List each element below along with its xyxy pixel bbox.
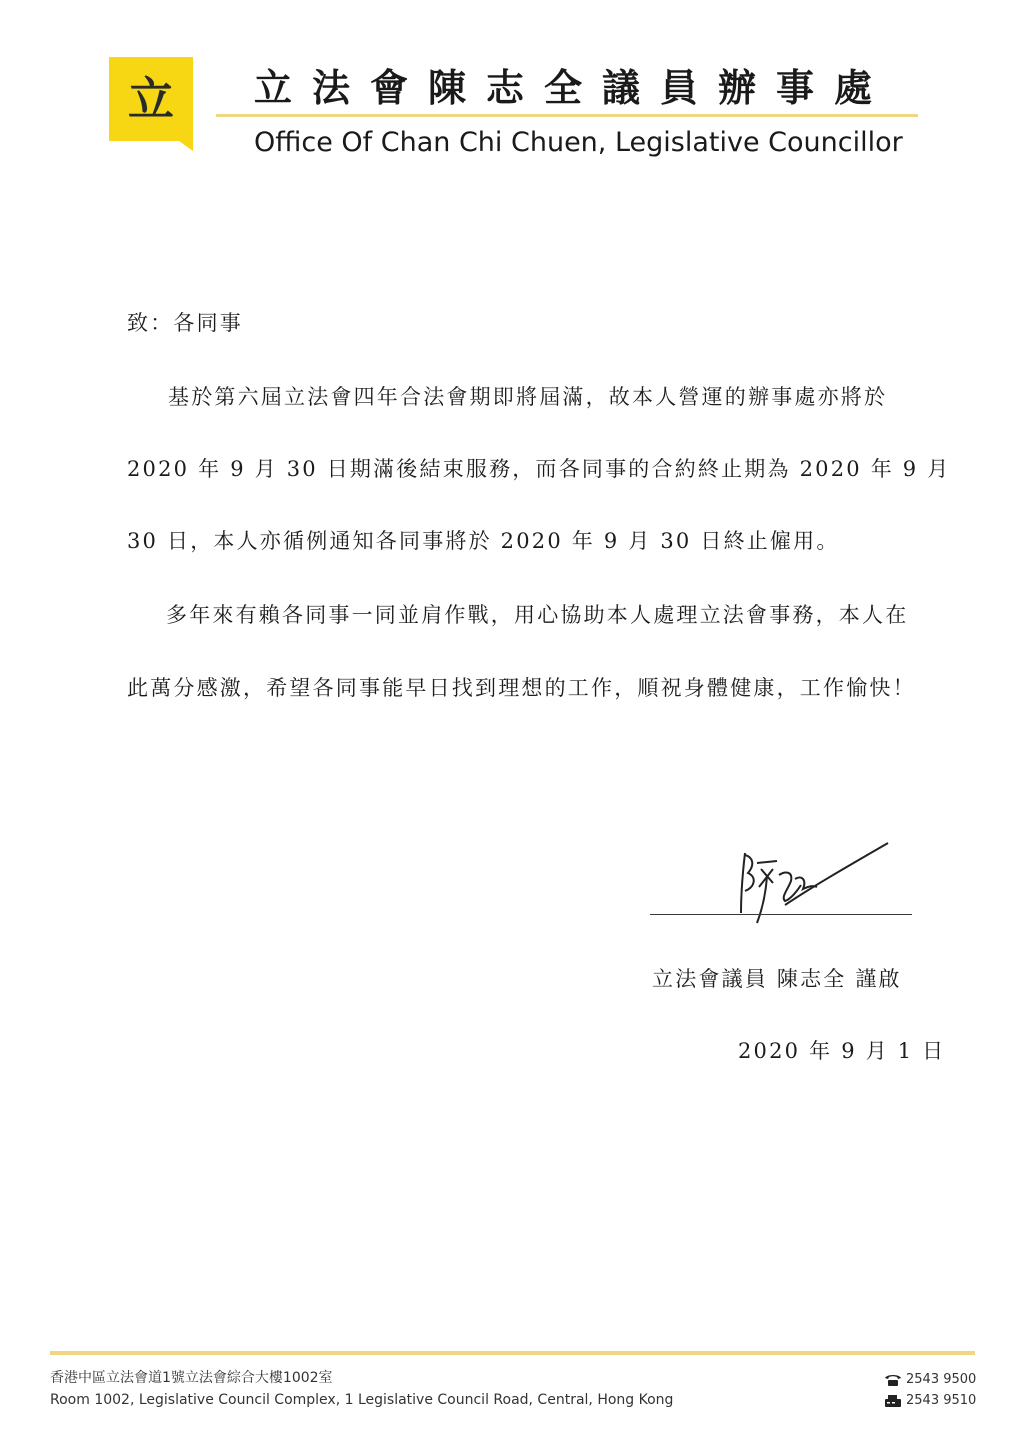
logo-glyph: 立: [128, 72, 174, 126]
paragraph2-line1: 多年來有賴各同事一同並肩作戰，用心協助本人處理立法會事務，本人在: [166, 603, 909, 627]
address-chinese: 香港中區立法會道1號立法會綜合大樓1002室: [50, 1370, 333, 1386]
signoff: 立法會議員 陳志全 謹啟: [652, 967, 902, 991]
header-divider: [216, 114, 918, 117]
office-title-chinese: 立法會陳志全議員辦事處: [254, 66, 893, 110]
salutation: 致：各同事: [127, 311, 243, 335]
phone-contact: [884, 1372, 976, 1388]
handwritten-signature: [645, 835, 920, 935]
phone-number: 2543 9500: [906, 1372, 977, 1387]
fax-number: 2543 9510: [906, 1393, 977, 1408]
letter-date: 2020 年 9 月 1 日: [738, 1039, 946, 1063]
signature-line: [650, 914, 912, 915]
fax-icon: [884, 1394, 902, 1408]
paragraph1-line1: 基於第六屆立法會四年合法會期即將屆滿，故本人營運的辦事處亦將於: [168, 385, 888, 409]
paragraph1-line2: 2020 年 9 月 30 日期滿後結束服務，而各同事的合約終止期為 2020 年 9 月: [127, 457, 951, 481]
paragraph1-line3: 30 日，本人亦循例通知各同事將於 2020 年 9 月 30 日終止僱用。: [127, 529, 840, 553]
office-title-english: Office Of Chan Chi Chuen, Legislative Councillor: [254, 127, 903, 158]
legco-logo: [109, 57, 193, 151]
phone-icon: [884, 1373, 902, 1387]
address-english: Room 1002, Legislative Council Complex, 1 Legislative Council Road, Central, Hong Kong: [50, 1392, 674, 1408]
paragraph2-line2: 此萬分感激，希望各同事能早日找到理想的工作，順祝身體健康，工作愉快！: [127, 676, 916, 700]
fax-contact: [884, 1393, 976, 1409]
footer-divider: [50, 1351, 975, 1355]
